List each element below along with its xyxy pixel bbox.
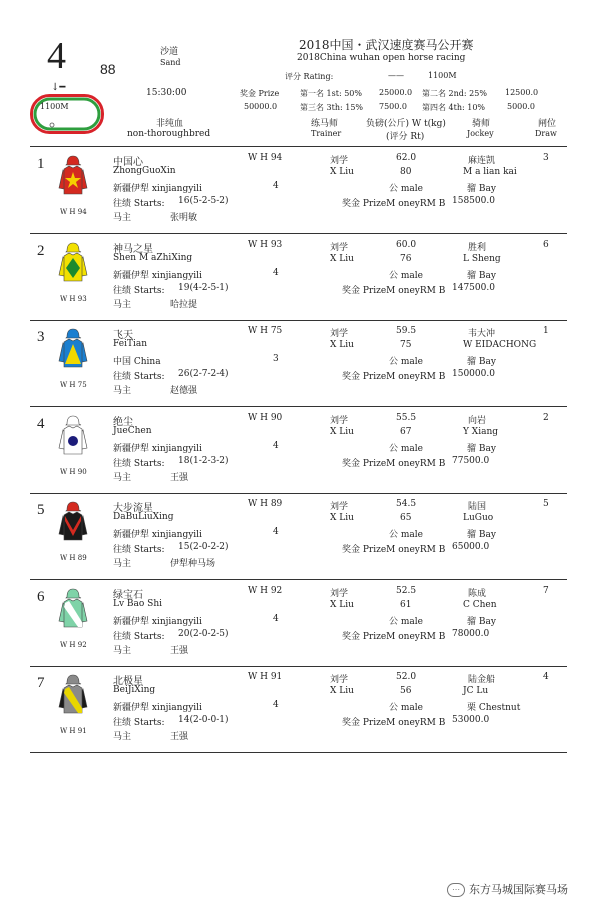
- watermark: [447, 881, 568, 897]
- horse-code: W H 94: [60, 208, 87, 216]
- owner-label: 马主: [113, 213, 132, 223]
- horse-name-cn: 绝尘: [113, 416, 133, 428]
- entry-7: [0, 669, 590, 753]
- horse-code: W H 91: [60, 727, 87, 735]
- draw: 7: [543, 585, 549, 596]
- race-number: 4: [47, 35, 66, 77]
- jockey-silks-icon: [58, 587, 88, 635]
- horse-owner: 张明敏: [170, 213, 198, 223]
- horse-code-col: W H 92: [248, 585, 283, 596]
- horse-origin: 新疆伊犁 xinjiangyili: [113, 530, 202, 540]
- rating: 75: [400, 340, 412, 350]
- weight: 59.5: [396, 326, 417, 336]
- starts-label: 往绩 Starts:: [113, 718, 165, 728]
- horse-name-en: Lv Bao Shi: [113, 598, 163, 609]
- trainer-cn: 刘学: [330, 156, 349, 166]
- horse-number: 2: [37, 242, 45, 259]
- prize-money: 78000.0: [452, 628, 490, 639]
- divider: [30, 320, 567, 321]
- divider: [30, 233, 567, 234]
- third-place-label: 第三名 3th: 15%: [300, 103, 364, 112]
- jockey-silks-icon: [58, 241, 88, 289]
- weight: 52.0: [396, 672, 417, 682]
- gender: 公 male: [389, 270, 423, 281]
- horse-name-cn: 中国心: [113, 157, 143, 168]
- surface-cn: 沙道: [160, 47, 179, 57]
- prize-money-label: 奖金 PrizeM oneyRM B: [342, 631, 446, 642]
- horse-code-col: W H 94: [248, 153, 283, 163]
- horse-name-en: FeiTian: [113, 339, 148, 349]
- horse-name-en: Shen M aZhiXing: [113, 252, 193, 263]
- horse-starts: 15(2-0-2-2): [178, 542, 229, 552]
- wechat-bubble-icon: ⋯: [447, 883, 465, 897]
- trainer-en: X Liu: [330, 253, 354, 264]
- horse-name-cn: 北极星: [113, 676, 143, 687]
- trainer-en: X Liu: [330, 426, 354, 437]
- prize-money: 158500.0: [452, 196, 495, 206]
- horse-owner: 哈拉提: [170, 299, 198, 310]
- weight: 62.0: [396, 153, 417, 163]
- jockey-silks-icon: [58, 154, 88, 202]
- horse-color: 骝 Bay: [467, 270, 496, 281]
- horse-code: W H 75: [60, 381, 87, 389]
- rating: 61: [400, 599, 412, 610]
- prize-money-label: 奖金 PrizeM oneyRM B: [342, 458, 446, 469]
- horse-starts: 20(2-0-2-5): [178, 628, 229, 639]
- col-draw-cn: 闸位: [538, 119, 557, 129]
- weight: 60.0: [396, 239, 417, 250]
- race-title-en: 2018China wuhan open horse racing: [297, 53, 466, 63]
- horse-age: 4: [273, 700, 279, 710]
- breed-en: non-thoroughbred: [127, 129, 211, 139]
- horse-color: 骝 Bay: [467, 443, 496, 454]
- trainer-cn: 刘学: [330, 675, 349, 685]
- owner-label: 马主: [113, 472, 132, 483]
- trainer-cn: 刘学: [330, 242, 349, 253]
- trainer-en: X Liu: [330, 686, 354, 696]
- horse-owner: 赵德强: [170, 386, 198, 396]
- horse-code: W H 93: [60, 294, 87, 303]
- jockey-silks-icon: [58, 327, 88, 375]
- divider: [30, 579, 567, 580]
- owner-label: 马主: [113, 645, 132, 656]
- horse-code-col: W H 75: [248, 326, 283, 336]
- prize-total: 50000.0: [244, 102, 278, 111]
- draw: 6: [543, 239, 549, 250]
- divider: [30, 406, 567, 407]
- divider: [30, 752, 567, 753]
- first-place-label: 第一名 1st: 50%: [300, 89, 362, 98]
- horse-age: 4: [273, 440, 279, 451]
- prize-money: 77500.0: [452, 455, 490, 466]
- race-title-cn: 2018中国・武汉速度赛马公开赛: [299, 38, 474, 52]
- draw: 2: [543, 412, 549, 423]
- jockey-en: L Sheng: [463, 253, 501, 264]
- col-jockey-en: Jockey: [467, 129, 494, 138]
- track-diagram-icon: [30, 94, 104, 134]
- horse-number: 4: [37, 415, 45, 432]
- trainer-en: X Liu: [330, 513, 354, 523]
- trainer-en: X Liu: [330, 340, 354, 350]
- silk-pattern: [68, 436, 78, 446]
- col-weight-en: (评分 Rt): [386, 132, 425, 142]
- entry-1: [0, 150, 590, 234]
- horse-origin: 中国 China: [113, 357, 161, 367]
- entry-6: [0, 583, 590, 667]
- horse-starts: 26(2-7-2-4): [178, 369, 229, 379]
- horse-number: 3: [37, 329, 45, 345]
- horse-owner: 伊犁种马场: [170, 559, 216, 569]
- horse-starts: 18(1-2-3-2): [178, 455, 229, 466]
- rating: 76: [400, 253, 412, 264]
- surface-en: Sand: [160, 58, 181, 67]
- horse-color: 骝 Bay: [467, 184, 496, 194]
- trainer-cn: 刘学: [330, 502, 349, 512]
- account-name: 东方马城国际赛马场: [469, 883, 568, 896]
- entry-5: [0, 496, 590, 580]
- track-distance-label: 1100M: [40, 102, 69, 111]
- fourth-place-label: 第四名 4th: 10%: [422, 103, 486, 112]
- owner-label: 马主: [113, 559, 132, 569]
- entry-4: [0, 410, 590, 494]
- starts-label: 往绩 Starts:: [113, 372, 165, 382]
- rating: 67: [400, 426, 412, 437]
- prize-money: 53000.0: [452, 715, 490, 725]
- horse-color: 骝 Bay: [467, 357, 496, 367]
- horse-code: W H 92: [60, 640, 87, 649]
- prize-money-label: 奖金 PrizeM oneyRM B: [342, 545, 446, 555]
- weight: 52.5: [396, 585, 417, 596]
- jockey-cn: 胜利: [468, 242, 487, 253]
- race-time: 15:30:00: [146, 88, 187, 98]
- horse-number: 6: [37, 588, 45, 605]
- prize-money-label: 奖金 PrizeM oneyRM B: [342, 718, 446, 728]
- prize-money-label: 奖金 PrizeM oneyRM B: [342, 199, 446, 209]
- col-jockey-cn: 骑师: [472, 119, 491, 129]
- jockey-cn: 韦大冲: [468, 329, 496, 339]
- jockey-cn: 陆金船: [468, 675, 496, 685]
- jockey-cn: 向岩: [468, 415, 487, 426]
- jockey-en: W EIDACHONG: [463, 340, 537, 350]
- trainer-cn: 刘学: [330, 415, 349, 426]
- entry-2: [0, 237, 590, 321]
- horse-age: 4: [273, 613, 279, 624]
- col-weight-cn: 负磅(公斤) W t(kg): [366, 119, 446, 129]
- horse-code: W H 89: [60, 554, 87, 562]
- horse-name-cn: 大步流星: [113, 503, 153, 514]
- horse-origin: 新疆伊犁 xinjiangyili: [113, 443, 202, 454]
- jockey-en: JC Lu: [463, 686, 489, 696]
- third-place-amount: 7500.0: [379, 102, 407, 111]
- gender: 公 male: [389, 616, 423, 627]
- horse-code-col: W H 91: [248, 672, 283, 682]
- weight: 54.5: [396, 499, 417, 509]
- divider: [30, 666, 567, 667]
- trainer-cn: 刘学: [330, 329, 349, 339]
- horse-name-cn: 绿宝石: [113, 589, 143, 601]
- second-place-label: 第二名 2nd: 25%: [422, 89, 487, 98]
- horse-number: 1: [37, 156, 45, 172]
- horse-name-cn: 飞天: [113, 330, 133, 341]
- draw: 1: [543, 326, 549, 336]
- horse-starts: 14(2-0-0-1): [178, 715, 229, 725]
- draw: 5: [543, 499, 549, 509]
- horse-code-col: W H 93: [248, 239, 283, 250]
- start-arrow-icon: ↓━: [51, 82, 66, 93]
- rating: 65: [400, 513, 412, 523]
- entry-3: [0, 323, 590, 407]
- horse-color: 栗 Chestnut: [467, 703, 521, 713]
- trainer-en: X Liu: [330, 167, 354, 177]
- draw: 3: [543, 153, 549, 163]
- trainer-cn: 刘学: [330, 588, 349, 599]
- starts-label: 往绩 Starts:: [113, 285, 165, 296]
- prize-money: 147500.0: [452, 282, 495, 293]
- horse-code: W H 90: [60, 467, 87, 476]
- horse-name-en: BeiJiXing: [113, 685, 156, 695]
- jockey-cn: 麻连凯: [468, 156, 496, 166]
- rating-label: 评分 Rating:: [285, 72, 334, 81]
- prize-money: 65000.0: [452, 542, 490, 552]
- draw: 4: [543, 672, 549, 682]
- owner-label: 马主: [113, 386, 132, 396]
- horse-name-en: DaBuLiuXing: [113, 512, 174, 522]
- col-draw-en: Draw: [535, 129, 557, 138]
- jockey-silks-icon: [58, 414, 88, 462]
- jockey-cn: 陈成: [468, 588, 487, 599]
- gender: 公 male: [389, 443, 423, 454]
- rating-value: ——: [388, 71, 404, 80]
- trainer-en: X Liu: [330, 599, 354, 610]
- horse-starts: 19(4-2-5-1): [178, 282, 229, 293]
- gender: 公 male: [389, 357, 423, 367]
- jockey-silks-icon: [58, 500, 88, 548]
- prize-label: 奖金 Prize: [240, 89, 280, 98]
- horse-name-en: ZhongGuoXin: [113, 166, 176, 176]
- owner-label: 马主: [113, 732, 132, 742]
- horse-name-cn: 神马之星: [113, 243, 153, 255]
- jockey-en: LuGuo: [463, 513, 494, 523]
- prize-money-label: 奖金 PrizeM oneyRM B: [342, 372, 446, 382]
- horse-origin: 新疆伊犁 xinjiangyili: [113, 703, 202, 713]
- weight: 55.5: [396, 412, 417, 423]
- jockey-en: M a lian kai: [463, 167, 517, 177]
- col-trainer-cn: 练马师: [311, 119, 339, 129]
- horse-name-en: JueChen: [113, 425, 152, 436]
- fourth-place-amount: 5000.0: [507, 102, 535, 111]
- divider: [30, 146, 567, 147]
- gender: 公 male: [389, 703, 423, 713]
- horse-color: 骝 Bay: [467, 530, 496, 540]
- gender: 公 male: [389, 184, 423, 194]
- rating: 56: [400, 686, 412, 696]
- breed-cn: 非纯血: [156, 119, 184, 129]
- distance: 1100M: [428, 71, 457, 80]
- first-place-amount: 25000.0: [379, 88, 413, 97]
- jockey-en: C Chen: [463, 599, 497, 610]
- starts-label: 往绩 Starts:: [113, 199, 165, 209]
- horse-age: 3: [273, 354, 279, 364]
- horse-code-col: W H 90: [248, 412, 283, 423]
- owner-label: 马主: [113, 299, 132, 310]
- prize-money: 150000.0: [452, 369, 495, 379]
- starts-label: 往绩 Starts:: [113, 631, 165, 642]
- jockey-cn: 陆国: [468, 502, 487, 512]
- horse-owner: 王强: [170, 472, 189, 483]
- horse-age: 4: [273, 267, 279, 278]
- starts-label: 往绩 Starts:: [113, 545, 165, 555]
- horse-owner: 王强: [170, 645, 189, 656]
- horse-number: 7: [37, 675, 45, 691]
- horse-owner: 王强: [170, 732, 189, 742]
- horse-origin: 新疆伊犁 xinjiangyili: [113, 616, 202, 627]
- gender: 公 male: [389, 530, 423, 540]
- prize-money-label: 奖金 PrizeM oneyRM B: [342, 285, 446, 296]
- horse-origin: 新疆伊犁 xinjiangyili: [113, 184, 202, 194]
- horse-age: 4: [273, 181, 279, 191]
- col-trainer-en: Trainer: [311, 129, 342, 138]
- starts-label: 往绩 Starts:: [113, 458, 165, 469]
- jockey-silks-icon: [58, 673, 88, 721]
- horse-code-col: W H 89: [248, 499, 283, 509]
- horse-number: 5: [37, 502, 45, 518]
- horse-origin: 新疆伊犁 xinjiangyili: [113, 270, 202, 281]
- horse-age: 4: [273, 527, 279, 537]
- rating: 80: [400, 167, 412, 177]
- horse-starts: 16(5-2-5-2): [178, 196, 229, 206]
- jockey-en: Y Xiang: [463, 426, 499, 437]
- horse-color: 骝 Bay: [467, 616, 496, 627]
- race-sub-number: 88: [100, 61, 116, 77]
- divider: [30, 493, 567, 494]
- second-place-amount: 12500.0: [505, 88, 539, 97]
